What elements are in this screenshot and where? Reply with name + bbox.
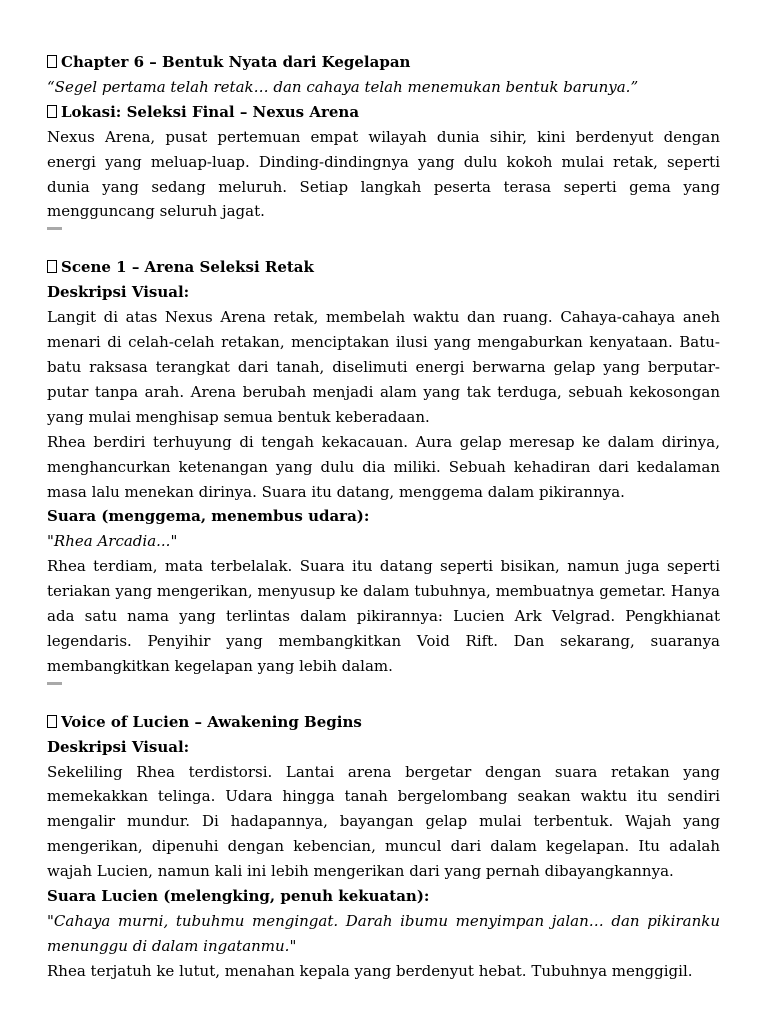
scene-paragraph-1: Langit di atas Nexus Arena retak, membelah waktu dan ruang. Cahaya-cahaya aneh menari di celah-celah retakan, menciptakan ilusi yang mengaburkan kenyataan. Batu-batu raksasa terangkat dari tanah, diselimuti energi berwarna gelap yang berputar-putar tanpa arah. Arena berubah menjadi alam yang tak terduga, sebuah kekosongan yang mulai menghisap semua bentuk keberadaan. <box>47 308 720 426</box>
emoji-placeholder-icon <box>47 260 57 273</box>
visual-label: Deskripsi Visual: <box>47 737 190 756</box>
section-divider <box>47 682 62 685</box>
section-divider <box>47 227 62 230</box>
location-heading <box>47 100 720 125</box>
chapter-heading <box>47 50 720 75</box>
voice-line: "Cahaya murni, tubuhmu mengingat. Darah ibumu menyimpan jalan… dan pikiranku menunggu di dalam ingatanmu." <box>47 912 720 955</box>
voice-line: "Rhea Arcadia..." <box>47 532 178 551</box>
scene-heading-text: Voice of Lucien – Awakening Begins <box>61 712 362 731</box>
chapter-heading-text: Chapter 6 – Bentuk Nyata dari Kegelapan <box>61 53 411 71</box>
scene-paragraph-2: Rhea berdiri terhuyung di tengah kekacauan. Aura gelap meresap ke dalam dirinya, menghancurkan ketenangan yang dulu dia miliki. Sebuah kehadiran dari kedalaman masa lalu menekan dirinya. Suara itu datang, menggema dalam pikirannya. <box>47 432 720 501</box>
scene-paragraph-1: Sekeliling Rhea terdistorsi. Lantai arena bergetar dengan suara retakan yang memekakkan telinga. Udara hingga tanah bergelombang seakan waktu itu sendiri mengalir mundur. Di hadapannya, bayangan gelap mulai terbentuk. Wajah yang mengerikan, dipenuhi dengan kebencian, muncul dari dalam kegelapan. Itu adalah wajah Lucien, namun kali ini lebih mengerikan dari yang pernah dibayangkannya. <box>47 762 720 881</box>
voice-label: Suara Lucien (melengking, penuh kekuatan): <box>47 887 430 906</box>
scene-paragraph-2: Rhea terjatuh ke lutut, menahan kepala yang berdenyut hebat. Tubuhnya menggigil. <box>47 961 693 980</box>
voice-line-text: Cahaya murni, tubuhmu mengingat. Darah ibumu menyimpan jalan… dan pikiranku menunggu di dalam ingatanmu. <box>47 912 720 955</box>
emoji-placeholder-icon <box>47 105 57 118</box>
voice-line-text: Rhea Arcadia... <box>53 532 171 551</box>
scene-heading <box>47 710 720 735</box>
emoji-placeholder-icon <box>47 715 57 728</box>
intro-paragraph: Nexus Arena, pusat pertemuan empat wilayah dunia sihir, kini berdenyut dengan energi yang meluap-luap. Dinding-dindingnya yang dulu kokoh mulai retak, seperti dunia yang sedang meluruh. Setiap langkah peserta terasa seperti gema yang mengguncang seluruh jagat. <box>47 127 720 221</box>
visual-label: Deskripsi Visual: <box>47 283 190 302</box>
voice-label: Suara (menggema, menembus udara): <box>47 507 370 526</box>
emoji-placeholder-icon <box>47 55 57 68</box>
scene-heading-text: Scene 1 – Arena Seleksi Retak <box>61 258 314 277</box>
scene-paragraph-3: Rhea terdiam, mata terbelalak. Suara itu datang seperti bisikan, namun juga seperti teriakan yang mengerikan, menyusup ke dalam tubuhnya, membuatnya gemetar. Hanya ada satu nama yang terlintas dalam pikirannya: Lucien Ark Velgrad. Pengkhianat legendaris. Penyihir yang membangkitkan Void Rift. Dan sekarang, suaranya membangkitkan kegelapan yang lebih dalam. <box>47 557 720 675</box>
scene-heading <box>47 255 720 280</box>
chapter-quote: “Segel pertama telah retak… dan cahaya telah menemukan bentuk barunya.” <box>47 77 639 96</box>
document-page <box>47 50 720 984</box>
location-heading-text: Lokasi: Seleksi Final – Nexus Arena <box>61 102 360 121</box>
